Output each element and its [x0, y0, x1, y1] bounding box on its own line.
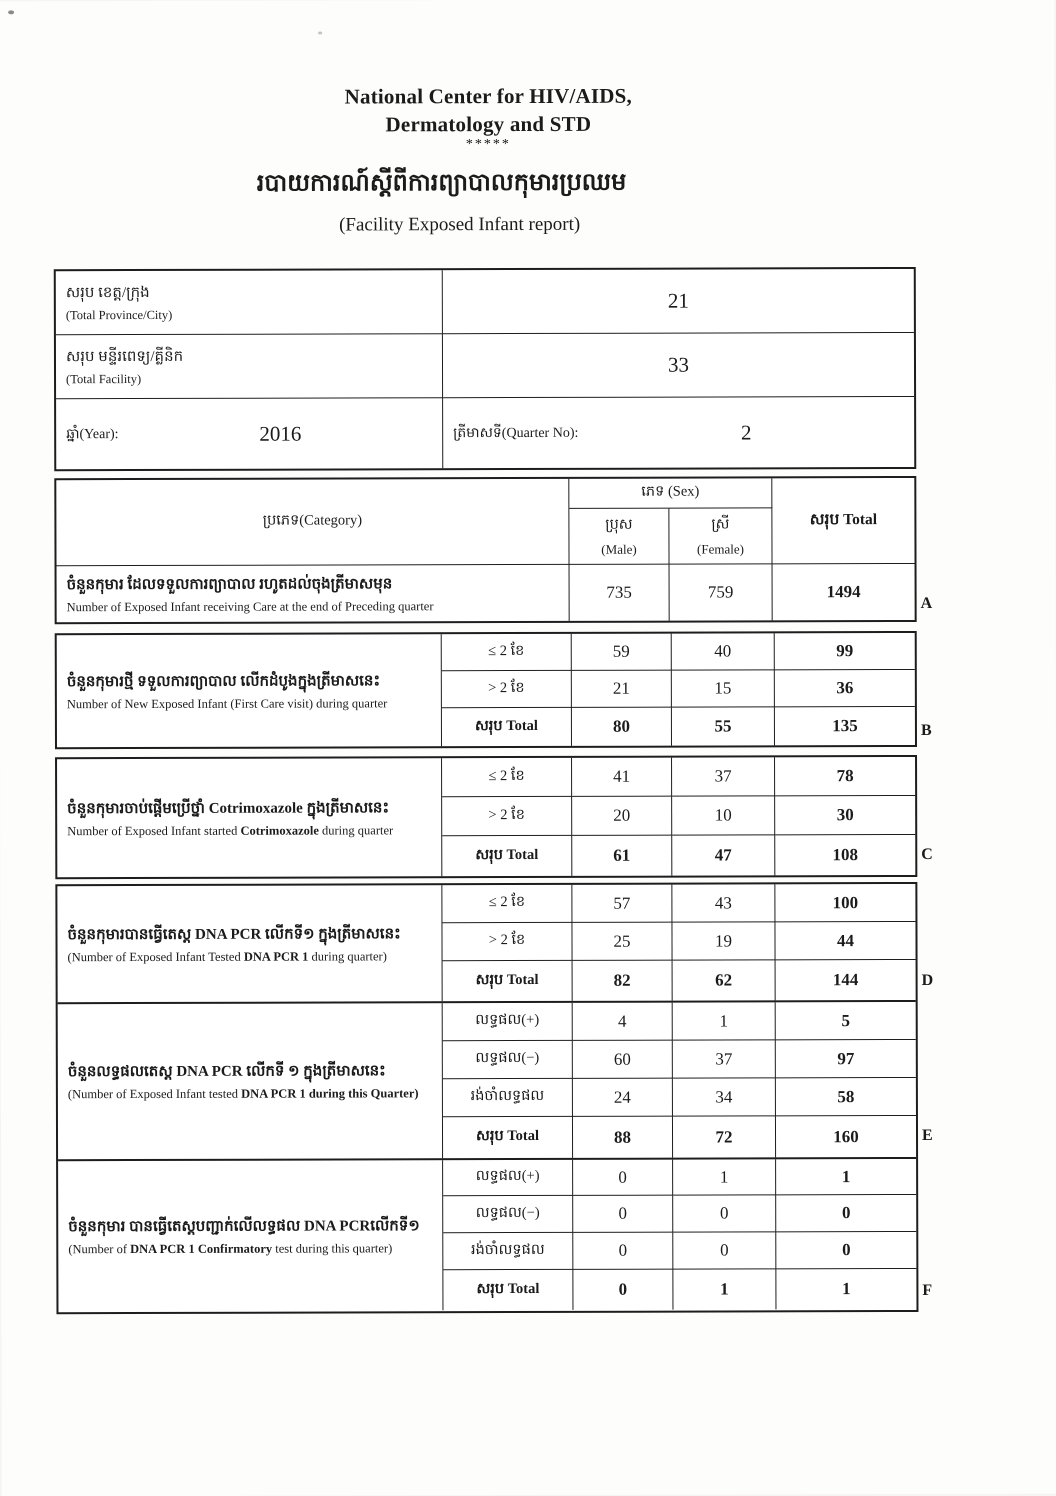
- male-value: 59: [572, 634, 672, 671]
- male-value: 60: [573, 1041, 673, 1079]
- female-value: 40: [672, 633, 775, 670]
- total-column-header: សរុប Total: [772, 478, 914, 564]
- total-value: 0: [776, 1195, 916, 1232]
- total-value: 160: [833, 1126, 859, 1146]
- total-value: 36: [775, 670, 915, 707]
- scan-speck: [318, 32, 322, 35]
- section-b-table: [55, 631, 917, 749]
- male-value: 41: [572, 758, 672, 797]
- male-value: 0: [573, 1270, 673, 1310]
- male-value: 4: [573, 1003, 673, 1041]
- total-value: 78: [775, 757, 915, 796]
- sex-column-header: ភេទ (Sex): [569, 478, 772, 509]
- quarter-label: ត្រីមាសទី(Quarter No):: [453, 425, 579, 441]
- quarter-value: 2: [740, 419, 752, 444]
- male-value: 25: [572, 923, 672, 961]
- star-separator: *****: [465, 137, 511, 153]
- total-row-label: សរុប Total: [443, 1117, 573, 1158]
- male-value: 21: [572, 671, 672, 708]
- female-value: 43: [672, 884, 775, 922]
- category-column-header: ប្រភេទ(Category): [56, 479, 569, 566]
- section-e-category: ចំនួនលទ្ធផលតេស្ត DNA PCR លើកទី ១ ក្នុងត្រីមាសនេះ (Number of Exposed Infant tested DNA PCR 1 during this Quarter): [58, 1003, 443, 1159]
- male-value: 80: [572, 708, 672, 746]
- row-label: > 2 ខែ: [442, 671, 572, 708]
- scan-speck: [8, 10, 14, 14]
- section-a-table: [54, 476, 916, 624]
- male-value: 0: [573, 1160, 673, 1196]
- female-value: 37: [673, 1040, 776, 1078]
- female-value: 62: [673, 960, 776, 1000]
- female-value: 10: [672, 796, 775, 835]
- total-province-value: 21: [443, 269, 914, 334]
- male-value: 24: [573, 1079, 673, 1117]
- total-value: 99: [775, 633, 915, 670]
- section-a-letter: A: [920, 594, 933, 612]
- female-column-header: ស្រី (Female): [669, 508, 772, 564]
- row-label: ≤ 2 ខែ: [442, 885, 572, 923]
- section-d-letter: D: [921, 971, 934, 989]
- summary-info-table: [54, 267, 917, 471]
- male-value: 0: [573, 1196, 673, 1233]
- total-row-label: សរុប Total: [443, 961, 573, 1001]
- total-facility-label: សរុប មន្ទីរពេទ្យ/គ្លីនិក (Total Facility): [56, 334, 443, 399]
- section-b-letter: B: [920, 721, 932, 739]
- female-value: 0: [673, 1232, 776, 1269]
- section-d-table: [57, 884, 915, 1004]
- female-value: 34: [673, 1078, 776, 1116]
- total-value: 1: [842, 1279, 851, 1299]
- year-label: ឆ្នាំ(Year):: [66, 426, 119, 442]
- quarter-cell: [443, 397, 914, 468]
- row-label: > 2 ខែ: [442, 797, 572, 836]
- row-label: ≤ 2 ខែ: [442, 758, 572, 797]
- section-c-letter: C: [921, 845, 933, 863]
- report-title-khmer: របាយការណ៍ស្តីពីការព្យាបាលកុមារប្រឈម: [256, 169, 627, 197]
- row-label: លទ្ធផល(−): [443, 1196, 573, 1233]
- section-c-table: [55, 755, 917, 879]
- total-value: 100: [775, 884, 915, 922]
- male-value: 0: [573, 1233, 673, 1270]
- sections-def-block: [55, 882, 918, 1314]
- row-label: រង់ចាំលទ្ធផល: [443, 1233, 573, 1270]
- section-e-letter: E: [921, 1126, 933, 1144]
- section-a-total: 1494: [826, 582, 861, 602]
- female-value: 19: [672, 922, 775, 960]
- org-name-line2: Dermatology and STD: [385, 111, 592, 137]
- total-row-label: សរុប Total: [442, 708, 572, 746]
- male-value: 20: [572, 797, 672, 836]
- section-f-table: [58, 1159, 916, 1311]
- female-value: 0: [673, 1195, 776, 1232]
- female-value: 15: [672, 670, 775, 707]
- row-label: លទ្ធផល(−): [443, 1041, 573, 1079]
- total-province-label: សរុប ខេត្ត/ក្រុង (Total Province/City): [56, 270, 443, 335]
- report-title-english: (Facility Exposed Infant report): [339, 213, 581, 236]
- male-column-header: ប្រុស (Male): [569, 509, 669, 565]
- section-f-letter: F: [922, 1281, 933, 1299]
- total-value: 5: [776, 1002, 916, 1040]
- total-row-label: សរុប Total: [443, 1270, 573, 1310]
- section-d-category: ចំនួនកុមារបានធ្វើតេស្ត DNA PCR លើកទី១ ក្នុងត្រីមាសនេះ (Number of Exposed Infant Tested DNA PCR 1 during quarter): [57, 885, 442, 1002]
- document-header: [0, 81, 979, 240]
- row-label: លទ្ធផល(+): [443, 1003, 573, 1041]
- male-value: 82: [573, 961, 673, 1001]
- total-value: 144: [832, 970, 859, 990]
- section-c-category: ចំនួនកុមារចាប់ផ្តើមប្រើថ្នាំ Cotrimoxazole ក្នុងត្រីមាសនេះ Number of Exposed Infant started Cotrimoxazole during quarter: [57, 758, 442, 877]
- total-value: 135: [832, 716, 858, 736]
- total-value: 108: [832, 845, 859, 865]
- section-a-male: 735: [570, 565, 670, 621]
- row-label: ≤ 2 ខែ: [442, 634, 572, 671]
- female-value: 37: [672, 757, 775, 796]
- section-a-female: 759: [670, 564, 773, 620]
- female-value: 1: [673, 1269, 776, 1309]
- section-e-table: [58, 1002, 916, 1161]
- total-row-label: សរុប Total: [442, 836, 572, 876]
- female-value: 1: [673, 1002, 776, 1040]
- year-value: 2016: [259, 421, 302, 446]
- total-value: 0: [776, 1232, 916, 1269]
- female-value: 55: [672, 707, 775, 745]
- male-value: 61: [572, 836, 672, 876]
- org-name-line1: National Center for HIV/AIDS,: [344, 83, 632, 109]
- section-f-category: ចំនួនកុមារ បានធ្វើតេស្តបញ្ជាក់លើលទ្ធផល DNA PCRលើកទី១ (Number of DNA PCR 1 Confirmatory test during this quarter): [58, 1160, 443, 1311]
- female-value: 72: [673, 1116, 776, 1157]
- total-value: 1: [776, 1159, 916, 1195]
- female-value: 47: [672, 835, 775, 875]
- total-facility-value: 33: [443, 333, 914, 398]
- row-label: រង់ចាំលទ្ធផល: [443, 1079, 573, 1117]
- section-a-category: ចំនួនកុមារ ដែលទទួលការព្យាបាល រហូតដល់ចុងត្រីមាសមុន Number of Exposed Infant receiving Care at the end of Preceding quarter: [57, 565, 570, 622]
- year-cell: [56, 398, 443, 469]
- male-value: 57: [572, 885, 672, 923]
- row-label: លទ្ធផល(+): [443, 1160, 573, 1196]
- total-value: 44: [775, 922, 915, 960]
- total-value: 97: [776, 1040, 916, 1078]
- row-label: > 2 ខែ: [442, 923, 572, 961]
- male-value: 88: [573, 1117, 673, 1158]
- total-value: 58: [776, 1078, 916, 1116]
- section-b-category: ចំនួនកុមារថ្មី ទទួលការព្យាបាល លើកដំបូងក្នុងត្រីមាសនេះ Number of New Exposed Infant (First Care visit) during quarter: [57, 634, 442, 747]
- female-value: 1: [673, 1159, 776, 1195]
- total-value: 30: [775, 796, 915, 835]
